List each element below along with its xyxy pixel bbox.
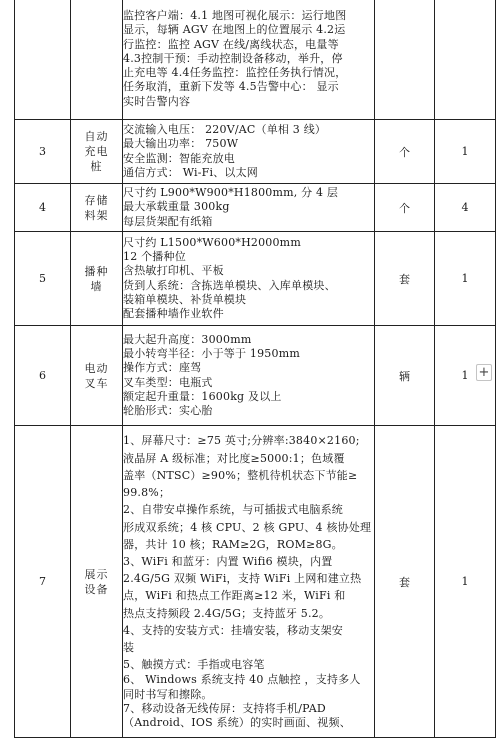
spec-line: 尺寸约 L1500*W600*H2000mm bbox=[123, 235, 301, 249]
item-quantity: 4 bbox=[435, 184, 496, 232]
table-row bbox=[15, 426, 496, 738]
item-name-line: 展示 bbox=[84, 567, 109, 581]
spec-line: 额定起升重量：1600kg 及以上 bbox=[123, 389, 282, 403]
spec-line: 2.4G/5G 双频 WiFi，支持 WiFi 上网和建立热 bbox=[123, 572, 362, 586]
item-name bbox=[71, 0, 123, 120]
table-row bbox=[15, 184, 496, 232]
spec-line: 轮胎形式：实心胎 bbox=[123, 404, 213, 418]
spec-line: 盖率（NTSC）≥90%；整机待机状态下节能≥ bbox=[123, 468, 358, 482]
item-name-line: 叉车 bbox=[84, 376, 109, 390]
item-specifications bbox=[123, 184, 375, 232]
spec-line: 叉车类型：电瓶式 bbox=[123, 375, 213, 389]
spec-line: 形成双系统；4 核 CPU、2 核 GPU、4 核协处理 bbox=[123, 520, 372, 534]
spec-line: 器，共计 10 核；RAM≥2G，ROM≥8G。 bbox=[123, 537, 343, 551]
row-number: 5 bbox=[15, 232, 71, 326]
equipment-spec-table bbox=[14, 0, 496, 738]
row-number: 4 bbox=[15, 184, 71, 232]
document-page bbox=[14, 0, 496, 750]
spec-line: 行监控：监控 AGV 在线/离线状态，电量等 bbox=[123, 37, 339, 51]
spec-line: 实时告警内容 bbox=[123, 94, 191, 108]
spec-line: 安全监测：智能充放电 bbox=[123, 151, 235, 165]
item-unit: 套 bbox=[375, 426, 435, 738]
item-unit: 套 bbox=[375, 232, 435, 326]
item-unit: 个 bbox=[375, 184, 435, 232]
spec-line: 交流输入电压： 220V/AC（单相 3 线） bbox=[123, 122, 327, 136]
item-specifications bbox=[123, 426, 375, 738]
spec-line: 显示，每辆 AGV 在地图上的位置展示 4.2运 bbox=[123, 23, 346, 37]
spec-line: 每层货架配有纸箱 bbox=[123, 214, 213, 228]
spec-line: 12 个播种位 bbox=[123, 249, 186, 263]
item-unit: 个 bbox=[375, 120, 435, 184]
spec-line: 操作方式：座驾 bbox=[123, 361, 202, 375]
item-name-line: 墙 bbox=[90, 279, 103, 293]
spec-line: 最大输出功率： 750W bbox=[123, 137, 239, 151]
spec-line: 最小转弯半径：小于等于 1950mm bbox=[123, 346, 300, 360]
spec-line: 装 bbox=[123, 640, 135, 654]
table-row bbox=[15, 326, 496, 426]
row-number: 7 bbox=[15, 426, 71, 738]
table-row bbox=[15, 232, 496, 326]
spec-line: 监控客户端：4.1 地图可视化展示：运行地图 bbox=[123, 8, 347, 22]
item-specifications bbox=[123, 0, 375, 120]
table-row bbox=[15, 120, 496, 184]
spec-line: 99.8%； bbox=[123, 486, 171, 500]
item-quantity bbox=[435, 0, 496, 120]
item-name-line: 自动 bbox=[84, 130, 109, 143]
item-name bbox=[71, 426, 123, 738]
spec-line: 热点支持频段 2.4G/5G；支持蓝牙 5.2。 bbox=[123, 606, 331, 620]
spec-line: 点，WiFi 和热点工作距离≥12 米，WiFi 和 bbox=[123, 589, 346, 603]
spec-line: 尺寸约 L900*W900*H1800mm, 分 4 层 bbox=[123, 186, 339, 200]
row-number bbox=[15, 0, 71, 120]
spec-line: 配套播种墙作业软件 bbox=[123, 307, 224, 321]
item-quantity: 1 bbox=[435, 232, 496, 326]
item-name-line: 电动 bbox=[84, 361, 109, 375]
spec-line: （Android、IOS 系统）的实时画面、视频、 bbox=[123, 716, 351, 730]
item-name-line: 播种 bbox=[84, 264, 109, 278]
spec-line: 3、WiFi 和蓝牙：内置 Wifi6 模块，内置 bbox=[123, 554, 333, 568]
item-unit: 辆 bbox=[375, 326, 435, 426]
spec-line: 最大起升高度：3000mm bbox=[123, 332, 252, 346]
item-name-line: 桩 bbox=[90, 160, 103, 173]
item-name-line: 存储 bbox=[84, 193, 109, 207]
spec-line: 货到人系统：含拣选单模块、入库单模块、 bbox=[123, 278, 336, 292]
item-specifications bbox=[123, 232, 375, 326]
item-name-line: 充电 bbox=[84, 145, 109, 158]
spec-line: 6、 Windows 系统支持 40 点触控 ，支持多人 bbox=[123, 673, 361, 687]
item-specifications bbox=[123, 326, 375, 426]
spec-line: 2、自带安卓操作系统，与可插拔式电脑系统 bbox=[123, 503, 343, 517]
table-row bbox=[15, 0, 496, 120]
row-number: 6 bbox=[15, 326, 71, 426]
spec-line: 含热敏打印机、平板 bbox=[123, 264, 224, 278]
item-name-line: 设备 bbox=[84, 582, 109, 596]
spec-line: 通信方式： Wi-Fi、以太网 bbox=[123, 165, 258, 179]
item-name bbox=[71, 232, 123, 326]
item-unit bbox=[375, 0, 435, 120]
spec-line: 1、屏幕尺寸：≥75 英寸;分辨率:3840×2160; bbox=[123, 434, 360, 448]
item-quantity: 1 bbox=[435, 120, 496, 184]
spec-line: 5、触摸方式：手指或电容笔 bbox=[123, 658, 265, 672]
spec-line: 任务取消，重新下发等 4.5告警中心： 显示 bbox=[123, 80, 339, 94]
spec-line: 4.3控制干预：手动控制设备移动，举升，停 bbox=[123, 51, 343, 65]
spec-line: 同时书写和擦除。 bbox=[123, 687, 213, 701]
spec-line: 4、支持的安装方式：挂墙安装，移动支架安 bbox=[123, 623, 343, 637]
spec-line: 止充电等 4.4任务监控：监控任务执行情况， bbox=[123, 66, 347, 80]
row-number: 3 bbox=[15, 120, 71, 184]
item-name-line: 料架 bbox=[84, 208, 109, 222]
item-quantity: 1 bbox=[435, 426, 496, 738]
item-specifications bbox=[123, 120, 375, 184]
item-name bbox=[71, 184, 123, 232]
spec-line: 7、移动设备无线传屏：支持将手机/PAD bbox=[123, 701, 326, 715]
spec-line: 装箱单模块、补货单模块 bbox=[123, 292, 247, 306]
item-name bbox=[71, 326, 123, 426]
spec-line: 液晶屏 A 级标准；对比度≥5000:1；色域覆 bbox=[123, 451, 345, 465]
add-button[interactable]: + bbox=[476, 364, 492, 381]
item-quantity: 1 bbox=[435, 326, 496, 426]
table-body bbox=[15, 0, 496, 738]
item-name bbox=[71, 120, 123, 184]
spec-line: 最大承载重量 300kg bbox=[123, 200, 230, 214]
